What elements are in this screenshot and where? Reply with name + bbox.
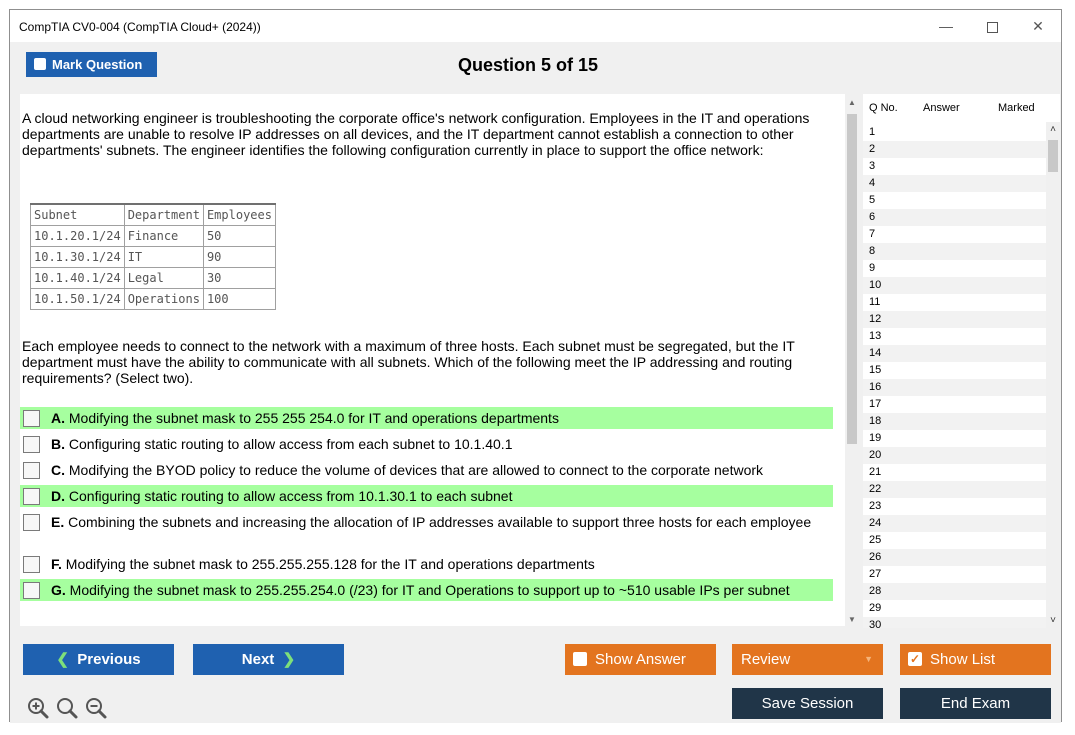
table-cell: IT: [124, 247, 203, 268]
next-button[interactable]: [193, 644, 344, 675]
option-checkbox[interactable]: [23, 556, 40, 573]
list-item[interactable]: 3: [869, 160, 876, 172]
scroll-up-icon[interactable]: ▲: [848, 98, 856, 107]
list-item[interactable]: 30: [863, 617, 1046, 628]
option-letter: D.: [51, 488, 65, 504]
list-item[interactable]: 19: [869, 432, 882, 444]
table-row: [31, 268, 276, 289]
list-item[interactable]: 1: [869, 126, 876, 138]
option-letter: E.: [51, 514, 65, 530]
list-item[interactable]: 28: [863, 583, 1046, 600]
option-text: Modifying the subnet mask to 255.255.254.0 (/23) for IT and Operations to support up to ~510 usable IPs per subnet: [69, 582, 790, 598]
option-text: Modifying the subnet mask to 255 255 254.0 for IT and operations departments: [68, 410, 559, 426]
close-button[interactable]: ✕: [1032, 18, 1044, 34]
title-bar: [10, 10, 1061, 42]
list-item[interactable]: 22: [863, 481, 1046, 498]
qlist-header-answer: Answer: [923, 102, 960, 114]
table-cell: 10.1.40.1/24: [31, 268, 125, 289]
option-text: Configuring static routing to allow access from 10.1.30.1 to each subnet: [68, 488, 513, 504]
show-answer-label: Show Answer: [595, 651, 686, 668]
answer-option-e[interactable]: [20, 511, 833, 549]
list-item[interactable]: 2: [863, 141, 1046, 158]
show-list-label: Show List: [930, 651, 996, 668]
option-checkbox[interactable]: [23, 582, 40, 599]
caret-down-icon: ▼: [864, 654, 873, 664]
option-letter: G.: [51, 582, 66, 598]
question-prompt: Each employee needs to connect to the network with a maximum of three hosts. Each subnet must be segregated, but the IT department must have the ability to communicate with all subnets. Which of the following meet the IP addressing and routing requirements? (Select two).: [22, 338, 795, 386]
scroll-down-icon[interactable]: ▼: [848, 615, 856, 624]
question-list-scrollbar[interactable]: [1046, 122, 1060, 628]
question-list: [863, 124, 1046, 628]
table-row: [31, 247, 276, 268]
list-item[interactable]: 25: [869, 534, 882, 546]
zoom-in-icon[interactable]: [26, 696, 50, 720]
list-item[interactable]: 13: [869, 330, 882, 342]
list-item[interactable]: 18: [863, 413, 1046, 430]
list-item[interactable]: 8: [863, 243, 1046, 260]
table-row: [31, 226, 276, 247]
previous-label: Previous: [77, 651, 141, 668]
window-title: CompTIA CV0-004 (CompTIA Cloud+ (2024)): [19, 20, 261, 34]
answer-option-c[interactable]: [20, 459, 833, 481]
list-item[interactable]: 11: [869, 296, 881, 308]
table-cell: 30: [203, 268, 275, 289]
chevron-right-icon: ❯: [282, 651, 296, 668]
option-letter: A.: [51, 410, 65, 426]
question-list-panel: [863, 94, 1060, 628]
list-item[interactable]: 4: [863, 175, 1046, 192]
next-label: Next: [241, 651, 275, 668]
review-dropdown[interactable]: [732, 644, 883, 675]
option-letter: B.: [51, 436, 65, 452]
option-text: Combining the subnets and increasing the allocation of IP addresses available to support three hosts for each employee: [68, 514, 812, 530]
option-letter: C.: [51, 462, 65, 478]
list-item[interactable]: 23: [869, 500, 882, 512]
checked-checkbox-icon: ✓: [909, 652, 921, 666]
answer-option-b[interactable]: [20, 433, 833, 455]
question-scrollbar[interactable]: [845, 96, 859, 626]
scrollbar-thumb[interactable]: [847, 114, 857, 444]
end-exam-label: End Exam: [940, 695, 1011, 712]
main-content: [10, 42, 1061, 723]
save-session-label: Save Session: [761, 695, 854, 712]
list-item[interactable]: 6: [863, 209, 1046, 226]
answer-option-f[interactable]: [20, 553, 833, 575]
minimize-button[interactable]: —: [939, 18, 953, 34]
option-letter: F.: [51, 556, 62, 572]
table-row: [31, 289, 276, 310]
show-list-button[interactable]: [900, 644, 1051, 675]
zoom-out-icon[interactable]: [84, 696, 108, 720]
list-item[interactable]: 14: [863, 345, 1046, 362]
mark-question-label: Mark Question: [52, 57, 143, 72]
table-header-cell: Employees: [203, 204, 275, 226]
table-cell: 10.1.30.1/24: [31, 247, 125, 268]
scrollbar-thumb[interactable]: [1048, 140, 1058, 172]
table-header-row: [31, 204, 276, 226]
list-item[interactable]: 15: [869, 364, 882, 376]
table-cell: Operations: [124, 289, 203, 310]
show-answer-button[interactable]: [565, 644, 716, 675]
table-cell: 100: [203, 289, 275, 310]
table-cell: 10.1.20.1/24: [31, 226, 125, 247]
question-panel: [20, 94, 845, 626]
option-checkbox[interactable]: [23, 488, 40, 505]
option-checkbox[interactable]: [23, 410, 40, 427]
table-cell: Legal: [124, 268, 203, 289]
table-cell: 10.1.50.1/24: [31, 289, 125, 310]
option-text: Modifying the subnet mask to 255.255.255.128 for the IT and operations departments: [65, 556, 595, 572]
answer-option-a[interactable]: [20, 407, 833, 429]
option-text: Modifying the BYOD policy to reduce the volume of devices that are allowed to connect to the corporate network: [68, 462, 764, 478]
maximize-icon: [987, 22, 998, 33]
list-item[interactable]: 29: [869, 602, 882, 614]
option-checkbox[interactable]: [23, 462, 40, 479]
previous-button[interactable]: [23, 644, 174, 675]
table-header-cell: Subnet: [31, 204, 125, 226]
table-cell: Finance: [124, 226, 203, 247]
list-item[interactable]: 20: [863, 447, 1046, 464]
maximize-button[interactable]: [977, 16, 1007, 36]
app-window: [9, 9, 1062, 722]
save-session-button[interactable]: [732, 688, 883, 719]
subnet-table: [30, 203, 276, 310]
list-item[interactable]: 12: [863, 311, 1046, 328]
review-label: Review: [741, 651, 791, 668]
list-item[interactable]: 7: [869, 228, 876, 240]
list-item[interactable]: 16: [863, 379, 1046, 396]
answer-option-d[interactable]: [20, 485, 833, 507]
table-cell: 90: [203, 247, 275, 268]
list-item[interactable]: 26: [863, 549, 1046, 566]
end-exam-button[interactable]: [900, 688, 1051, 719]
chevron-down-icon[interactable]: ˅: [1050, 615, 1056, 626]
list-item[interactable]: 10: [863, 277, 1046, 294]
table-header-cell: Department: [124, 204, 203, 226]
option-text: Configuring static routing to allow access from each subnet to 10.1.40.1: [68, 436, 513, 452]
option-checkbox[interactable]: [23, 514, 40, 531]
answer-option-g[interactable]: [20, 579, 833, 601]
zoom-reset-icon[interactable]: [55, 696, 79, 720]
question-header: Question 5 of 15: [457, 55, 599, 75]
option-checkbox[interactable]: [23, 436, 40, 453]
list-item[interactable]: 24: [863, 515, 1046, 532]
table-cell: 50: [203, 226, 275, 247]
checkbox-icon: [573, 652, 587, 666]
list-item[interactable]: 17: [869, 398, 882, 410]
list-item[interactable]: 21: [869, 466, 882, 478]
list-item[interactable]: 27: [869, 568, 882, 580]
list-item[interactable]: 5: [869, 194, 876, 206]
qlist-header-number: Q No.: [869, 102, 898, 114]
question-intro: A cloud networking engineer is troubleshooting the corporate office's network configuration. Employees in the IT and operations departments are unable to resolve IP addresses on all devices, and the IT department cannot establish a connection to other departments' subnets. The engineer identifies the following configuration currently in place to support the office network:: [22, 110, 810, 158]
chevron-left-icon: ❮: [56, 651, 69, 668]
list-item[interactable]: 9: [869, 262, 876, 274]
chevron-up-icon[interactable]: ˄: [1050, 124, 1056, 135]
qlist-header-marked: Marked: [998, 102, 1035, 114]
